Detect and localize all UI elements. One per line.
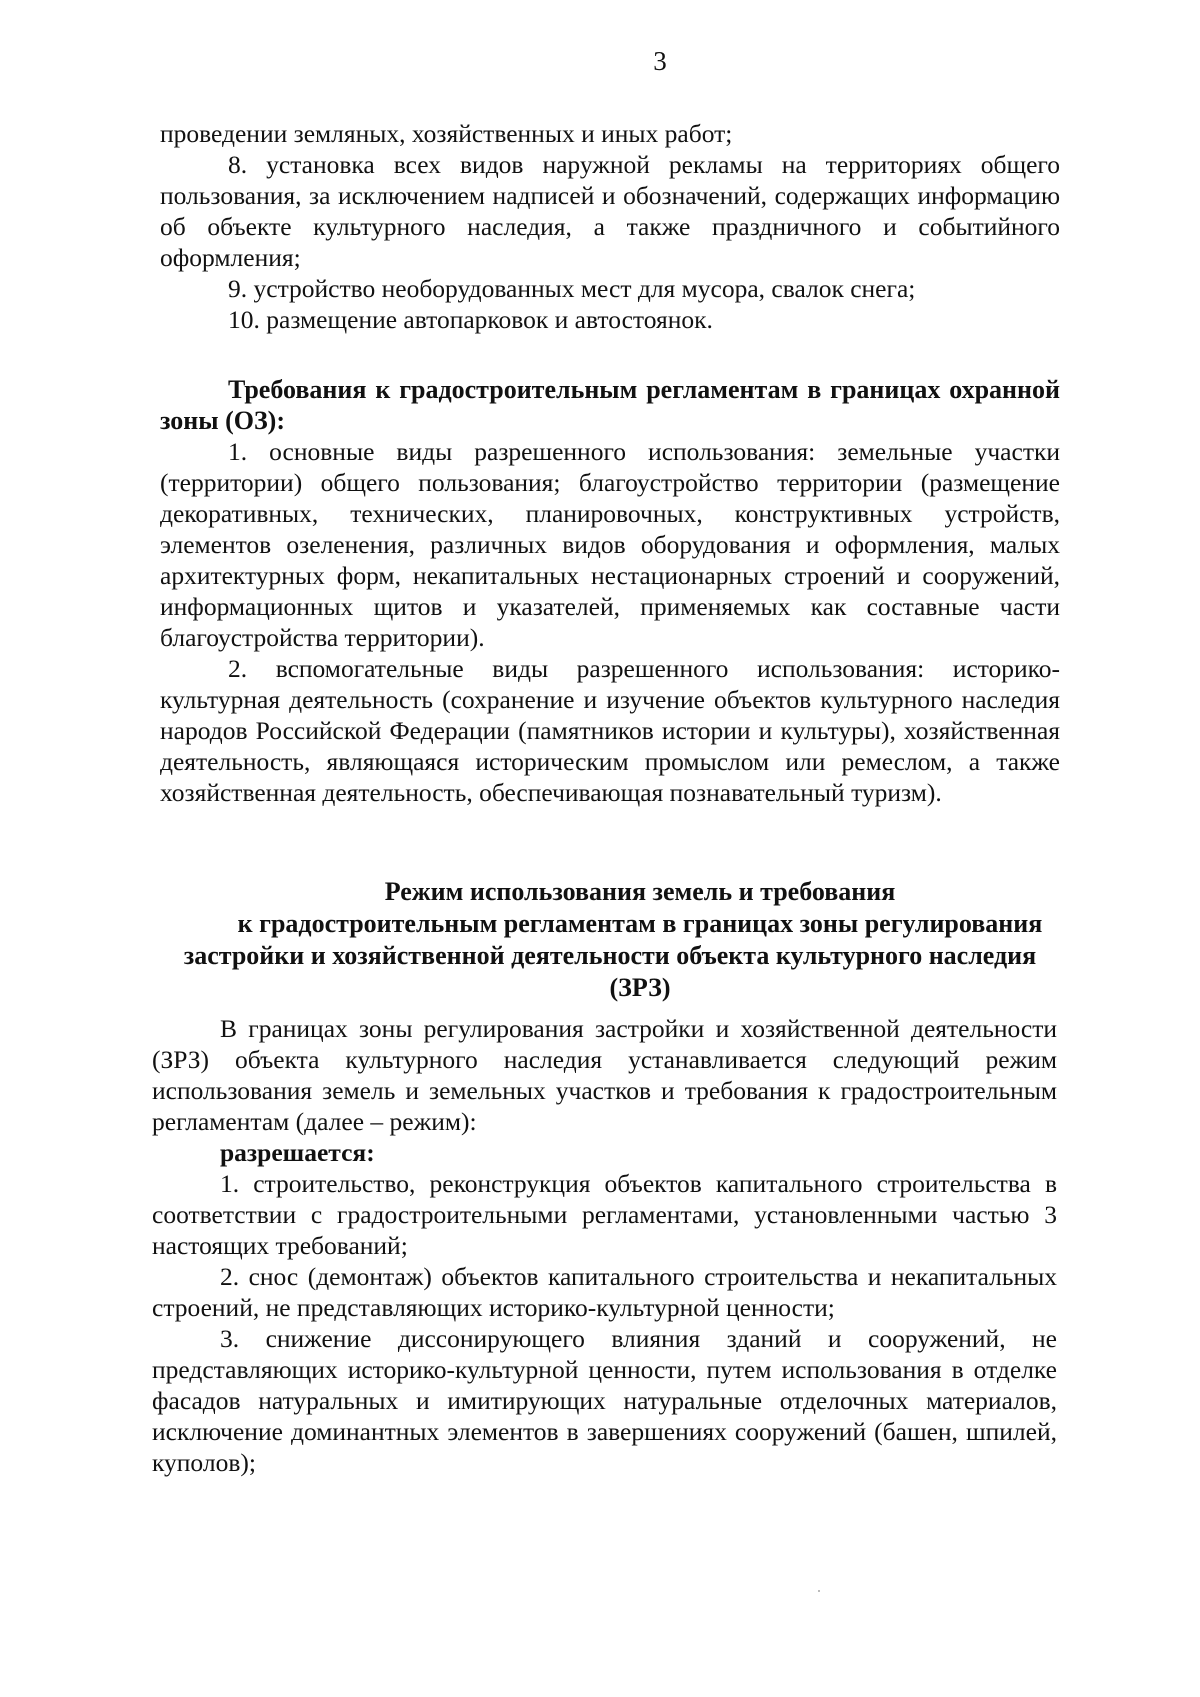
scan-speck — [818, 1590, 820, 1592]
list-item: 2. вспомогательные виды разрешенного использования: историко-культурная деятельность (сохранение и изучение объектов культурного наследия народов Российской Федерации (памятников истории и культуры), хозяйственная деятельность, являющаяся историческим промыслом или ремеслом, а также хозяйственная деятельность, обеспечивающая познавательный туризм). — [160, 654, 1060, 807]
page-number: 3 — [653, 46, 667, 76]
section-zrz-regime — [152, 1013, 1057, 1478]
intro-paragraph: В границах зоны регулирования застройки и хозяйственной деятельности (ЗРЗ) объекта культурного наследия устанавливается следующий режим использования земель и земельных участков и требования к градостроительным регламентам (далее – режим): — [152, 1014, 1057, 1136]
list-item: 1. строительство, реконструкция объектов капитального строительства в соответствии с градостроительными регламентами, установленными частью 3 настоящих требований; — [152, 1169, 1057, 1260]
list-item: 10. размещение автопарковок и автостоянок. — [228, 305, 713, 334]
list-item: 9. устройство необорудованных мест для мусора, свалок снега; — [228, 274, 916, 303]
list-item: 2. снос (демонтаж) объектов капитального строительства и некапитальных строений, не представляющих историко-культурной ценности; — [152, 1262, 1057, 1322]
section-continuation — [160, 118, 1060, 335]
section-title-line: к градостроительным регламентам в границах зоны регулирования — [237, 909, 1043, 938]
section-oz-requirements — [160, 374, 1060, 808]
list-item: 1. основные виды разрешенного использования: земельные участки (территории) общего пользования; благоустройство территории (размещение декоративных, технических, планировочных, конструктивных устройств, элементов озеленения, различных видов оборудования и оформления, малых архитектурных форм, некапитальных нестационарных строений и сооружений, информационных щитов и указателей, применяемых как составные части благоустройства территории). — [160, 437, 1060, 652]
section-title-line: Режим использования земель и требования — [384, 877, 896, 906]
paragraph: проведении земляных, хозяйственных и иных работ; — [160, 119, 733, 148]
section-heading: Требования к градостроительным регламентам в границах охранной зоны (ОЗ): — [160, 375, 1060, 435]
section-title-line: застройки и хозяйственной деятельности объекта культурного наследия — [183, 941, 1037, 970]
permitted-label: разрешается: — [220, 1138, 375, 1167]
section-title-line: (ЗРЗ) — [609, 973, 671, 1002]
list-item: 3. снижение диссонирующего влияния зданий и сооружений, не представляющих историко-культурной ценности, путем использования в отделке фасадов натуральных и имитирующих натуральные отделочных материалов, исключение доминантных элементов в завершениях сооружений (башен, шпилей, куполов); — [152, 1324, 1057, 1477]
list-item: 8. установка всех видов наружной рекламы на территориях общего пользования, за исключением надписей и обозначений, содержащих информацию об объекте культурного наследия, а также праздничного и событийного оформления; — [160, 150, 1060, 272]
section-zrz-title — [150, 876, 1070, 1004]
